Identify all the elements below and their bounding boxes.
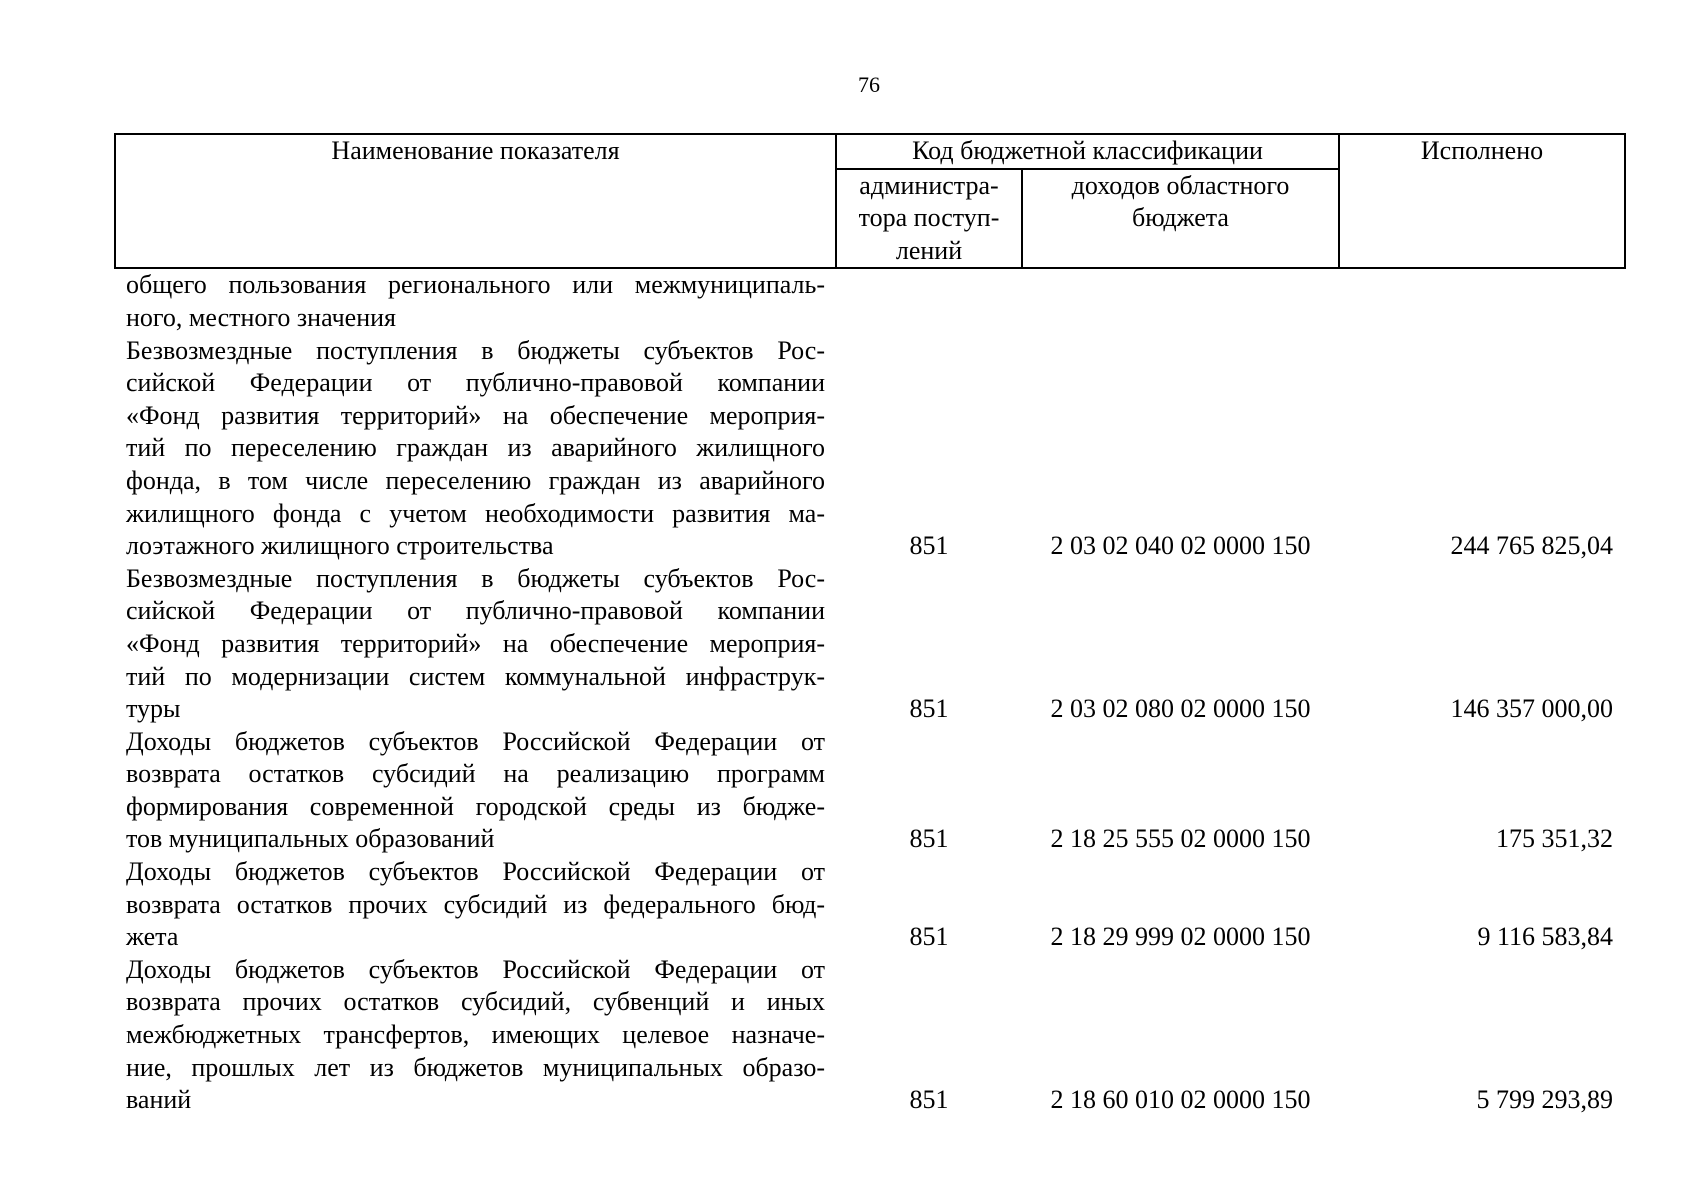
table-row xyxy=(115,856,1625,954)
row-name-line: межбюджетных трансфертов, имеющих целевое назначе- xyxy=(126,1020,825,1050)
row-name-line: Безвозмездные поступления в бюджеты субъектов Рос- xyxy=(126,335,825,365)
row-income-code: 2 18 60 010 02 0000 150 xyxy=(1050,1085,1311,1115)
row-name-line: «Фонд развития территорий» на обеспечение мероприя- xyxy=(126,628,825,658)
budget-income-table xyxy=(114,133,1626,1117)
row-name-line: жилищного фонда с учетом необходимости развития ма- xyxy=(126,498,825,528)
row-name-line: формирования современной городской среды из бюдже- xyxy=(126,791,825,821)
row-name-line: Доходы бюджетов субъектов Российской Федерации от xyxy=(126,857,825,887)
row-name xyxy=(115,563,836,726)
row-name-line: лоэтажного жилищного строительства xyxy=(126,531,554,561)
row-name-line: общего пользования регионального или межмуниципаль- xyxy=(126,270,825,300)
row-income-code: 2 18 29 999 02 0000 150 xyxy=(1050,922,1311,952)
row-income-code: 2 03 02 080 02 0000 150 xyxy=(1050,694,1311,724)
table-row xyxy=(115,954,1625,1117)
row-name-line: тий по переселению граждан из аварийного жилищного xyxy=(126,433,825,463)
row-name-line: Безвозмездные поступления в бюджеты субъектов Рос- xyxy=(126,563,825,593)
table-row xyxy=(115,726,1625,856)
table-row xyxy=(115,335,1625,563)
table-row xyxy=(115,563,1625,726)
row-income-code: 2 03 02 040 02 0000 150 xyxy=(1050,531,1311,561)
row-executed-amount: 175 351,32 xyxy=(1496,824,1613,854)
row-income-code xyxy=(1022,268,1339,334)
row-name xyxy=(115,726,836,856)
row-income-code: 2 18 25 555 02 0000 150 xyxy=(1050,824,1311,854)
row-name-line: ваний xyxy=(126,1085,192,1115)
row-executed-amount: 146 357 000,00 xyxy=(1450,694,1613,724)
row-executed-amount: 244 765 825,04 xyxy=(1450,531,1613,561)
table-row xyxy=(115,268,1625,334)
row-admin-code: 851 xyxy=(909,922,949,952)
row-name-line: тов муниципальных образований xyxy=(126,824,495,854)
row-admin-code: 851 xyxy=(909,694,949,724)
row-name-line: сийской Федерации от публично-правовой компании xyxy=(126,596,825,626)
row-name xyxy=(115,268,836,334)
row-name-line: «Фонд развития территорий» на обеспечение мероприя- xyxy=(126,400,825,430)
row-name-line: возврата остатков субсидий на реализацию программ xyxy=(126,759,825,789)
table-header xyxy=(115,134,1625,268)
row-name-line: возврата прочих остатков субсидий, субвенций и иных xyxy=(126,987,825,1017)
table-body xyxy=(115,268,1625,1116)
row-name-line: Доходы бюджетов субъектов Российской Федерации от xyxy=(126,954,825,984)
row-admin-code xyxy=(836,268,1022,334)
row-name-line: жета xyxy=(126,922,179,952)
row-name xyxy=(115,954,836,1117)
page-number: 76 xyxy=(858,72,880,97)
row-name-line: тий по модернизации систем коммунальной инфраструк- xyxy=(126,661,825,691)
header-done: Исполнено xyxy=(1339,134,1625,268)
row-admin-code: 851 xyxy=(909,824,949,854)
row-admin-code: 851 xyxy=(909,1085,949,1115)
row-executed-amount xyxy=(1339,268,1625,334)
row-name-line: Доходы бюджетов субъектов Российской Федерации от xyxy=(126,726,825,756)
header-name: Наименование показателя xyxy=(115,134,836,268)
row-name-line: фонда, в том числе переселению граждан из аварийного xyxy=(126,465,825,495)
row-name-line: сийской Федерации от публично-правовой компании xyxy=(126,368,825,398)
row-name xyxy=(115,856,836,954)
row-admin-code: 851 xyxy=(909,531,949,561)
row-name-line: возврата остатков прочих субсидий из федерального бюд- xyxy=(126,889,825,919)
row-executed-amount: 5 799 293,89 xyxy=(1476,1085,1613,1115)
row-name-line: туры xyxy=(126,694,181,724)
row-name-line: ного, местного значения xyxy=(126,302,396,332)
header-code-group: Код бюджетной классификации xyxy=(836,134,1339,169)
row-executed-amount: 9 116 583,84 xyxy=(1477,922,1613,952)
row-name-line: ние, прошлых лет из бюджетов муниципальных образо- xyxy=(126,1052,825,1082)
row-name xyxy=(115,335,836,563)
header-income: доходов областного бюджета xyxy=(1022,169,1339,269)
header-admin: администра- тора поступ- лений xyxy=(836,169,1022,269)
